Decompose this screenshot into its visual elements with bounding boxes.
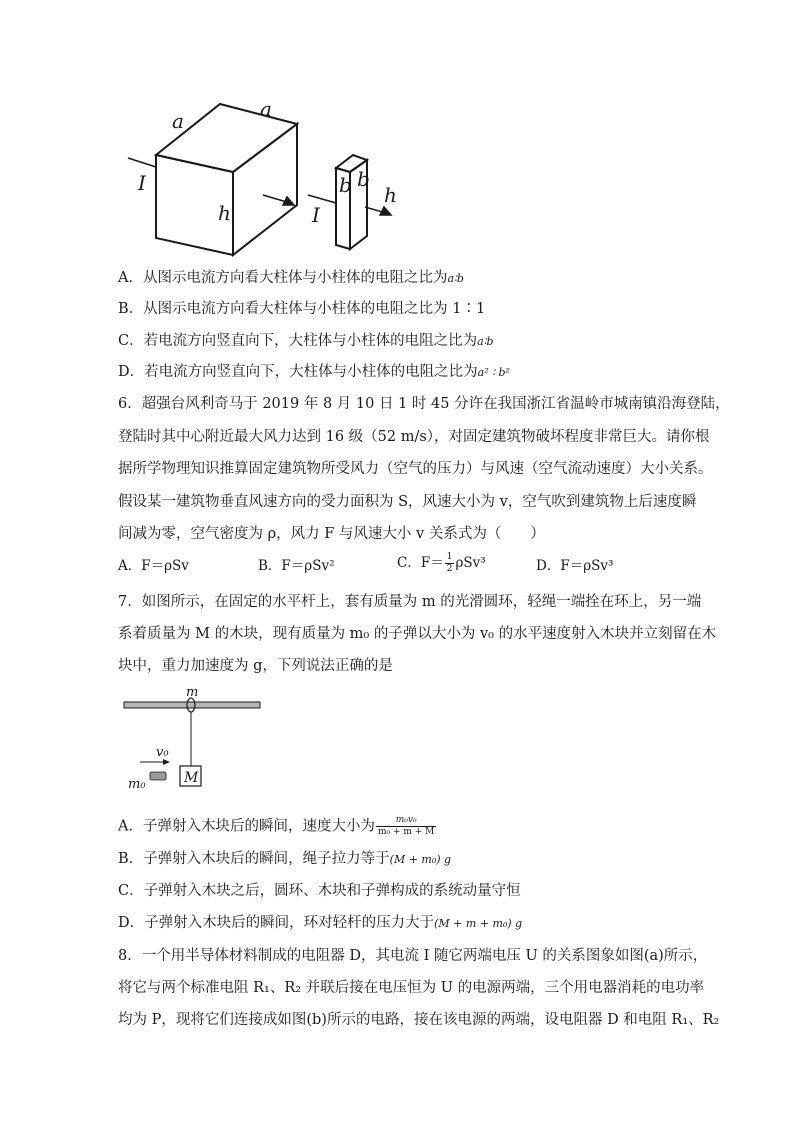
big-prism-side bbox=[233, 124, 297, 255]
q6-stem-line2: 登陆时其中心附近最大风力达到 16 级（52 m/s），对固定建筑物破坏程度非常巨大。请你根 bbox=[118, 429, 710, 445]
bullet bbox=[150, 772, 166, 780]
q6-stem-line1: 6．超强台风利奇马于 2019 年 8 月 10 日 1 时 45 分许在我国浙江省温岭市城南镇沿海登陆， bbox=[118, 396, 730, 412]
figure-cylinders bbox=[118, 92, 418, 262]
q5-option-c[interactable]: C．若电流方向竖直向下，大柱体与小柱体的电阻之比为a∶b bbox=[118, 333, 494, 349]
q7-option-c[interactable]: C．子弹射入木块之后，圆环、木块和子弹构成的系统动量守恒 bbox=[118, 883, 521, 899]
q5-option-b[interactable]: B．从图示电流方向看大柱体与小柱体的电阻之比为 1∶1 bbox=[118, 301, 486, 317]
label-v0: v₀ bbox=[156, 745, 169, 760]
label-h-cube: h bbox=[218, 201, 231, 225]
figure-ring-block bbox=[118, 684, 268, 794]
q6-option-a[interactable]: A．F＝ρSv bbox=[118, 558, 189, 574]
label-m: m bbox=[186, 685, 199, 700]
q6-stem-line3: 据所学物理知识推算固定建筑物所受风力（空气的压力）与风速（空气流动速度）大小关系。 bbox=[118, 461, 713, 477]
q7-stem-line1: 7．如图所示，在固定的水平杆上，套有质量为 m 的光滑圆环，轻绳一端拴在环上，另一端 bbox=[118, 594, 702, 610]
q6-option-d[interactable]: D．F＝ρSv³ bbox=[536, 558, 614, 574]
q6-stem-line5: 间减为零，空气密度为 ρ，风力 F 与风速大小 v 关系式为（ ） bbox=[118, 526, 545, 542]
label-b-side: b bbox=[357, 167, 370, 191]
label-h-bar: h bbox=[384, 183, 397, 207]
label-I-cube: I bbox=[138, 171, 146, 195]
q8-stem-line1: 8．一个用半导体材料制成的电阻器 D，其电流 I 随它两端电压 U 的关系图象如图(a)所示， bbox=[118, 948, 708, 964]
fraction: $\frac{\text{m₀v₀}}{\text{m₀ + m + M}}$ bbox=[377, 815, 435, 837]
q5-option-d[interactable]: D．若电流方向竖直向下，大柱体与小柱体的电阻之比为a² ∶ b² bbox=[118, 364, 510, 380]
q8-stem-line2: 将它与两个标准电阻 R₁、R₂ 并联后接在电压恒为 U 的电源两端，三个用电器消耗的电功率 bbox=[118, 980, 705, 996]
q5-option-a[interactable]: A．从图示电流方向看大柱体与小柱体的电阻之比为a∶b bbox=[118, 270, 464, 286]
q6-option-c[interactable]: C．F＝ $\frac{1}{2}$ ρSv³ bbox=[397, 552, 486, 574]
label-M: M bbox=[184, 770, 199, 786]
q7-option-b[interactable]: B．子弹射入木块后的瞬间，绳子拉力等于(M + m₀) g bbox=[118, 851, 452, 867]
q7-stem-line3: 块中，重力加速度为 g，下列说法正确的是 bbox=[118, 658, 393, 674]
fraction: $\frac{1}{2}$ bbox=[446, 552, 453, 574]
q7-option-d[interactable]: D．子弹射入木块后的瞬间，环对轻杆的压力大于(M + m + m₀) g bbox=[118, 915, 523, 931]
label-I-bar: I bbox=[312, 203, 320, 227]
q6-stem-line4: 假设某一建筑物垂直风速方向的受力面积为 S，风速大小为 v，空气吹到建筑物上后速度瞬 bbox=[118, 494, 697, 510]
label-a-top: a bbox=[260, 97, 272, 121]
q8-stem-line3: 均为 P，现将它们连接成如图(b)所示的电路，接在该电源的两端，设电阻器 D 和电阻 R₁、R₂ bbox=[118, 1012, 720, 1028]
label-a-left: a bbox=[172, 109, 184, 133]
arrow-right-icon bbox=[283, 197, 294, 205]
q7-stem-line2: 系着质量为 M 的木块，现有质量为 m₀ 的子弹以大小为 v₀ 的水平速度射入木块并立刻留在木 bbox=[118, 626, 717, 642]
label-b-front: b bbox=[339, 173, 352, 197]
horizontal-rod bbox=[124, 702, 260, 708]
label-m0: m₀ bbox=[128, 777, 146, 792]
q7-option-a[interactable]: A．子弹射入木块后的瞬间，速度大小为 $\frac{\text{m₀v₀}}{\text{m₀ + m + M}}$ bbox=[118, 815, 435, 837]
q6-option-b[interactable]: B．F＝ρSv² bbox=[258, 558, 335, 574]
arrow-right-icon bbox=[380, 207, 391, 215]
